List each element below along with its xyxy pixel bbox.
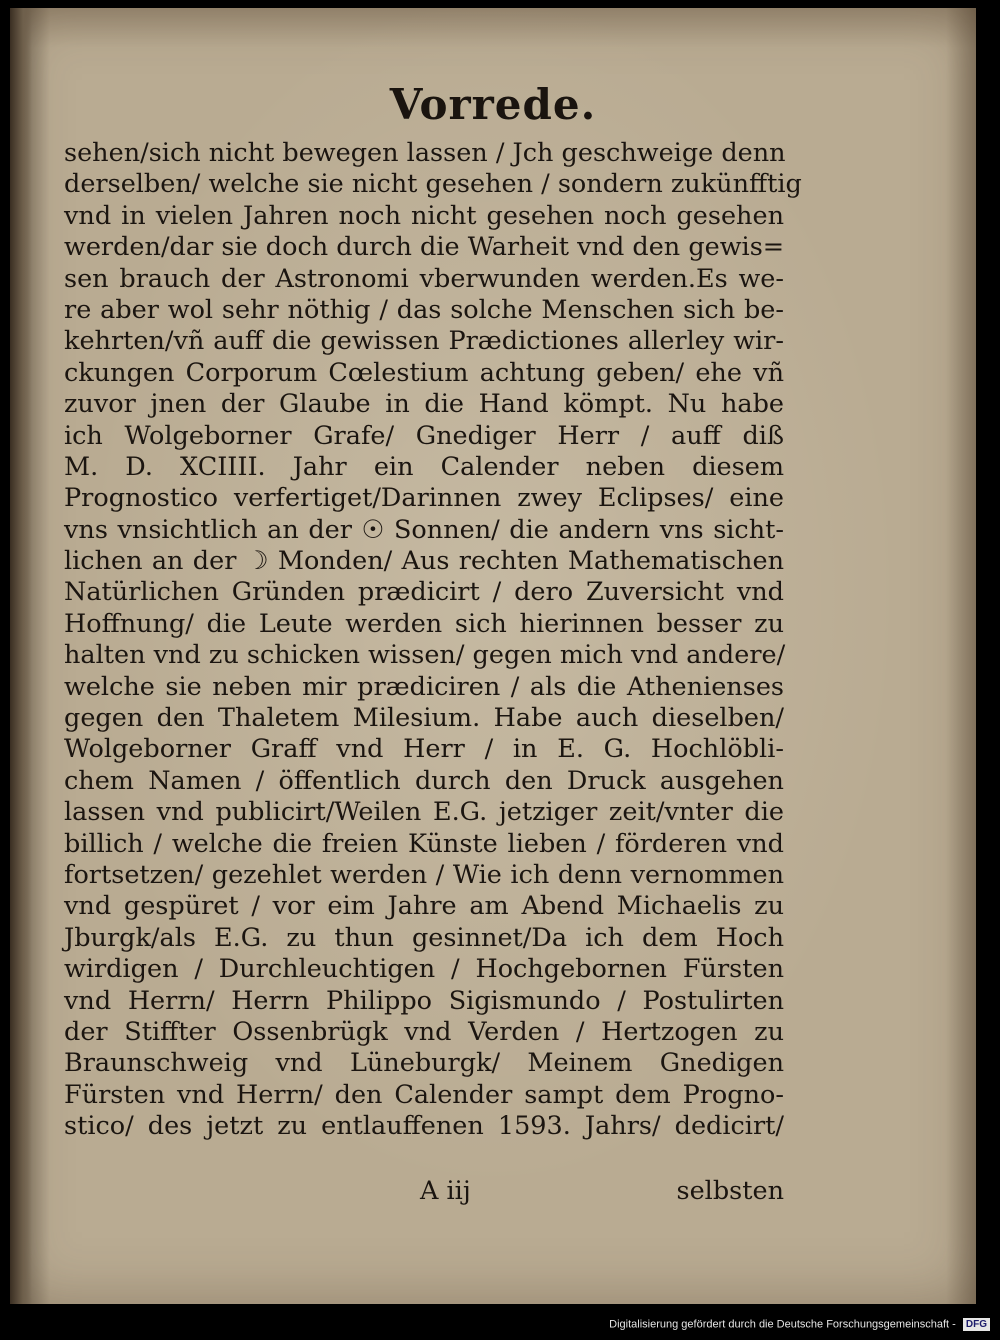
text-line: sen brauch der Astronomi vberwunden werden.Es we- <box>64 263 784 294</box>
text-line: chem Namen / öffentlich durch den Druck ausgehen <box>64 765 784 796</box>
text-line: Wolgeborner Graff vnd Herr / in E. G. Hochlöbli- <box>64 734 784 765</box>
text-line: billich / welche die freien Künste lieben / förderen vnd <box>64 828 784 859</box>
text-line: Jburgk/als E.G. zu thun gesinnet/Da ich dem Hoch <box>64 922 784 953</box>
text-line: vns vnsichtlich an der ☉ Sonnen/ die andern vns sicht- <box>64 514 784 545</box>
text-line: werden/dar sie doch durch die Warheit vnd den gewis= <box>64 232 785 263</box>
text-line: vnd in vielen Jahren noch nicht gesehen noch gesehen <box>64 200 784 231</box>
credit-text: Digitalisierung gefördert durch die Deutsche Forschungsgemeinschaft - <box>609 1318 956 1331</box>
text-line: kehrten/vñ auff die gewissen Prædictiones allerley wir- <box>64 326 784 357</box>
signature-mark: A iij <box>420 1176 471 1206</box>
text-line: Prognostico verfertiget/Darinnen zwey Eclipses/ eine <box>64 483 784 514</box>
text-line: wirdigen / Durchleuchtigen / Hochgebornen Fürsten <box>64 954 784 985</box>
book-page <box>10 8 976 1304</box>
text-line: Natürlichen Gründen prædicirt / dero Zuversicht vnd <box>64 577 784 608</box>
text-line: ich Wolgeborner Grafe/ Gnediger Herr / auff diß <box>64 420 784 451</box>
digitization-credit <box>609 1318 990 1331</box>
text-line: derselben/ welche sie nicht gesehen / sondern zukünfftig <box>64 169 802 200</box>
dfg-logo: DFG <box>963 1318 990 1331</box>
text-line: welche sie neben mir prædiciren / als die Athenienses <box>64 671 784 702</box>
text-line: re aber wol sehr nöthig / das solche Menschen sich be- <box>64 294 784 325</box>
page-footer <box>64 1176 784 1210</box>
body-text <box>64 138 802 1143</box>
text-line: Hoffnung/ die Leute werden sich hierinnen besser zu <box>64 608 784 639</box>
text-line: lichen an der ☽ Monden/ Aus rechten Mathematischen <box>64 546 784 577</box>
text-line: lassen vnd publicirt/Weilen E.G. jetziger zeit/vnter die <box>64 797 784 828</box>
text-line: Braunschweig vnd Lüneburgk/ Meinem Gnedigen <box>64 1048 784 1079</box>
text-line: sehen/sich nicht bewegen lassen / Jch geschweige denn <box>64 138 786 168</box>
text-line: M. D. XCIIII. Jahr ein Calender neben diesem <box>64 451 784 482</box>
text-line: fortsetzen/ gezehlet werden / Wie ich denn vernommen <box>64 859 784 890</box>
text-line: zuvor jnen der Glaube in die Hand kömpt. Nu habe <box>64 389 784 420</box>
page-heading: Vorrede. <box>389 80 597 129</box>
text-line: der Stiffter Ossenbrügk vnd Verden / Hertzogen zu <box>64 1016 784 1047</box>
text-line: halten vnd zu schicken wissen/ gegen mich vnd andere/ <box>64 640 786 671</box>
page-gutter-shadow <box>10 8 32 1304</box>
text-line: ckungen Corporum Cœlestium achtung geben/ ehe vñ <box>64 357 784 388</box>
catchword: selbsten <box>676 1176 784 1206</box>
text-line: vnd Herrn/ Herrn Philippo Sigismundo / Postulirten <box>64 985 784 1016</box>
text-line: Fürsten vnd Herrn/ den Calender sampt dem Progno- <box>64 1079 784 1110</box>
text-line: vnd gespüret / vor eim Jahre am Abend Michaelis zu <box>64 891 784 922</box>
text-line: gegen den Thaletem Milesium. Habe auch dieselben/ <box>64 703 784 734</box>
text-line: stico/ des jetzt zu entlauffenen 1593. Jahrs/ dedicirt/ <box>64 1111 784 1142</box>
